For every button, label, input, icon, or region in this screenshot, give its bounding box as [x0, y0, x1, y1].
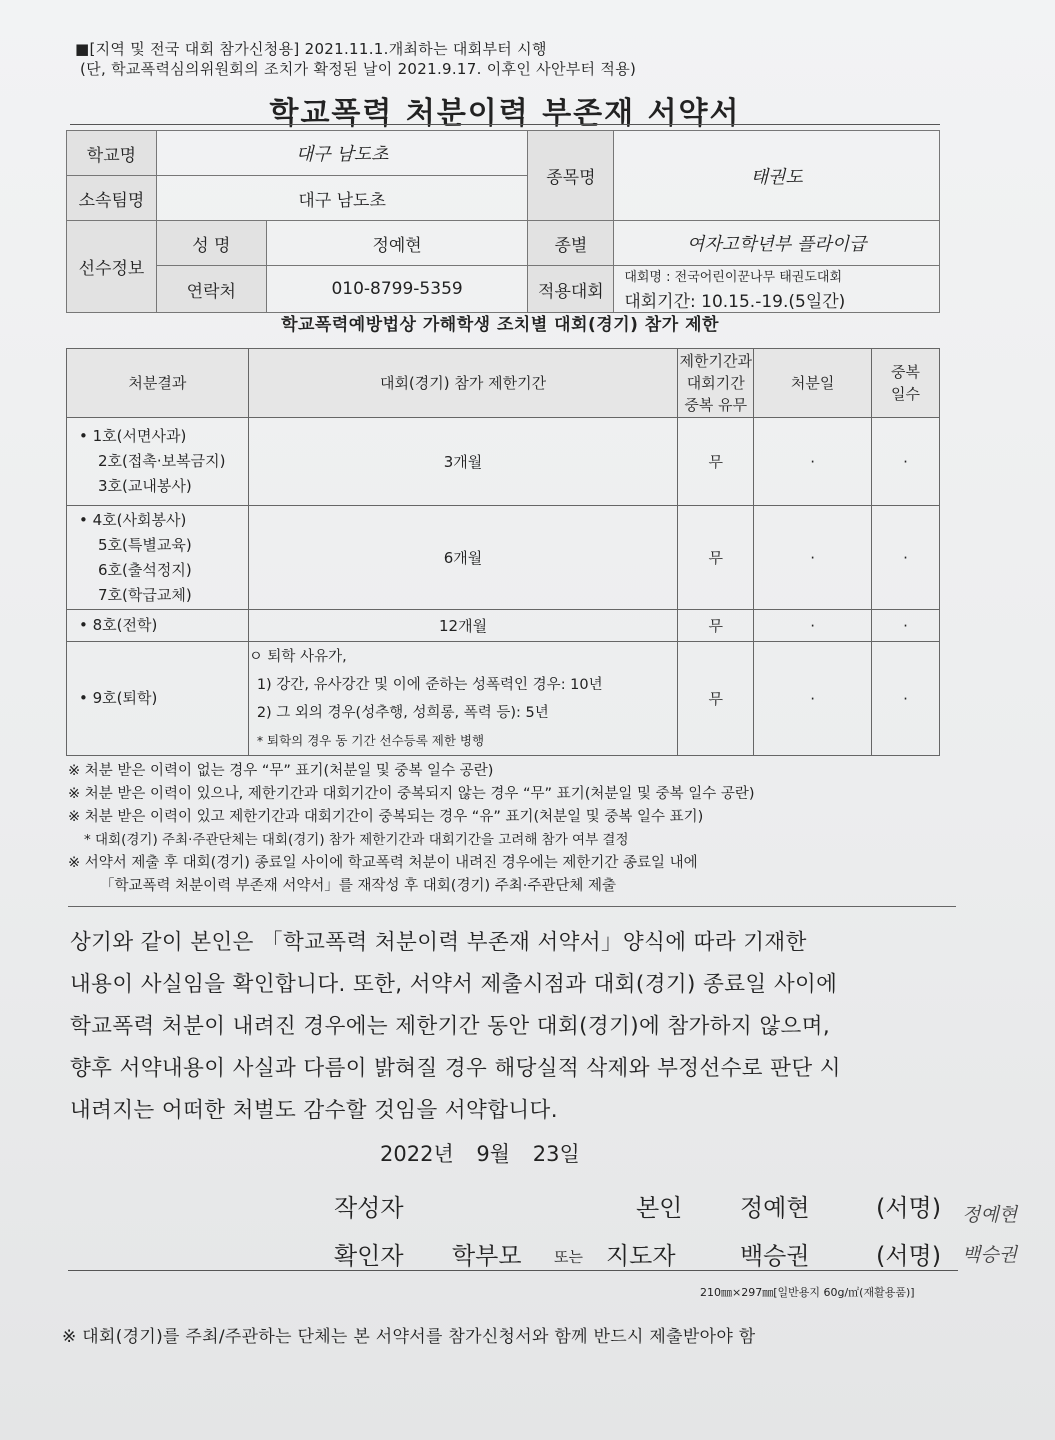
table-row	[67, 418, 940, 506]
confirmer-sign-label: (서명)	[876, 1242, 942, 1270]
school-label: 학교명	[67, 131, 157, 176]
result-cell: • 4호(사회봉사) 5호(특별교육) 6호(출석정지) 7호(학급교체)	[67, 506, 249, 610]
restriction-subtitle: 학교폭력예방법상 가해학생 조치별 대회(경기) 참가 제한	[281, 315, 719, 335]
category-value: 여자고학년부 플라이급	[614, 221, 940, 266]
name-label: 성 명	[156, 221, 266, 266]
confirmer-label: 확인자	[334, 1242, 404, 1270]
confirmer-name: 백승권	[740, 1242, 810, 1270]
period-cell: 12개월	[248, 610, 677, 642]
writer-signature: 정예현	[962, 1204, 1018, 1226]
team-value: 대구 남도초	[156, 176, 528, 221]
signature-divider	[68, 1270, 958, 1271]
date-cell: ·	[754, 642, 872, 756]
overlap-cell: 무	[678, 506, 754, 610]
days-cell: ·	[872, 610, 940, 642]
header-line-2: (단, 학교폭력심의위원회의 조치가 확정된 날이 2021.9.17. 이후인 사안부터 적용)	[80, 60, 637, 78]
overlap-cell: 무	[678, 610, 754, 642]
competition-label: 적용대회	[528, 266, 614, 313]
coach-label: 지도자	[606, 1242, 676, 1270]
team-label: 소속팀명	[67, 176, 157, 221]
header-line-1: ■[지역 및 전국 대회 참가신청용] 2021.11.1.개최하는 대회부터 시행	[75, 40, 547, 58]
col-days: 중복 일수	[872, 349, 940, 418]
note-line: 「학교폭력 처분이력 부존재 서약서」를 재작성 후 대회(경기) 주최·주관단체 제출	[100, 878, 617, 894]
table-row	[67, 506, 940, 610]
phone-label: 연락처	[156, 266, 266, 313]
self-label: 본인	[636, 1194, 683, 1222]
date-cell: ·	[754, 418, 872, 506]
overlap-cell: 무	[678, 642, 754, 756]
event-value: 태권도	[614, 131, 940, 221]
notes-section	[68, 760, 968, 898]
competition-name: 대회명 : 전국어린이꾼나무 태권도대회	[624, 270, 843, 285]
player-info-label: 선수정보	[67, 221, 157, 313]
days-cell: ·	[872, 418, 940, 506]
event-label: 종목명	[528, 131, 614, 221]
competition-cell	[614, 266, 940, 313]
overlap-cell: 무	[678, 418, 754, 506]
note-line: ※ 처분 받은 이력이 있으나, 제한기간과 대회기간이 중복되지 않는 경우 “무” 표기(처분일 및 중복 일수 공란)	[68, 786, 755, 802]
result-cell: • 8호(전학)	[67, 610, 249, 642]
info-table	[66, 130, 940, 313]
school-value: 대구 남도초	[156, 131, 528, 176]
writer-sign-label: (서명)	[876, 1194, 942, 1222]
pledge-line: 학교폭력 처분이 내려진 경우에는 제한기간 동안 대회(경기)에 참가하지 않으며,	[70, 1014, 831, 1039]
pledge-date: 2022년 9월 23일	[380, 1142, 580, 1166]
note-line: * 대회(경기) 주최·주관단체는 대회(경기) 참가 제한기간과 대회기간을 고려해 참가 여부 결정	[84, 832, 629, 848]
date-cell: ·	[754, 610, 872, 642]
col-overlap: 제한기간과 대회기간 중복 유무	[678, 349, 754, 418]
or-label: 또는	[554, 1248, 583, 1266]
writer-label: 작성자	[334, 1194, 404, 1222]
category-label: 종별	[528, 221, 614, 266]
table-row	[67, 610, 940, 642]
col-period: 대회(경기) 참가 제한기간	[248, 349, 677, 418]
notes-divider	[68, 906, 956, 907]
paper-spec: 210㎜×297㎜[일반용지 60g/㎡(재활용품)]	[700, 1286, 915, 1299]
result-cell: • 1호(서면사과) 2호(접촉·보복금지) 3호(교내봉사)	[67, 418, 249, 506]
col-date: 처분일	[754, 349, 872, 418]
days-cell: ·	[872, 642, 940, 756]
period-cell: 6개월	[248, 506, 677, 610]
result-cell: • 9호(퇴학)	[67, 642, 249, 756]
col-result: 처분결과	[67, 349, 249, 418]
competition-period: 대회기간: 10.15.-19.(5일간)	[624, 292, 846, 312]
pledge-line: 내려지는 어떠한 처벌도 감수할 것임을 서약합니다.	[70, 1098, 558, 1123]
pledge-line: 향후 서약내용이 사실과 다름이 밝혀질 경우 해당실적 삭제와 부정선수로 판단 시	[70, 1056, 841, 1081]
name-value: 정예현	[266, 221, 528, 266]
note-line: ※ 서약서 제출 후 대회(경기) 종료일 사이에 학교폭력 처분이 내려진 경우에는 제한기간 종료일 내에	[68, 855, 698, 871]
days-cell: ·	[872, 506, 940, 610]
parent-label: 학부모	[452, 1242, 522, 1270]
period-cell: 3개월	[248, 418, 677, 506]
phone-value: 010-8799-5359	[266, 266, 528, 313]
note-line: ※ 처분 받은 이력이 없는 경우 “무” 표기(처분일 및 중복 일수 공란)	[68, 763, 494, 779]
pledge-line: 상기와 같이 본인은 「학교폭력 처분이력 부존재 서약서」양식에 따라 기재한	[70, 930, 807, 955]
date-cell: ·	[754, 506, 872, 610]
writer-name: 정예현	[740, 1194, 810, 1222]
table-row	[67, 642, 940, 756]
title-divider	[70, 124, 940, 125]
period-cell-expulsion: ㅇ 퇴학 사유가, 1) 강간, 유사강간 및 이에 준하는 성폭력인 경우: 10년 2) 그 외의 경우(성추행, 성희롱, 폭력 등): 5년 * 퇴학의 경우 동 기간 선수등록 제한 병행	[248, 642, 677, 756]
document-title: 학교폭력 처분이력 부존재 서약서	[269, 96, 741, 131]
restriction-table	[66, 348, 940, 756]
footnote: ※ 대회(경기)를 주최/주관하는 단체는 본 서약서를 참가신청서와 함께 반드시 제출받아야 함	[62, 1327, 756, 1347]
pledge-text	[70, 922, 950, 1132]
confirmer-signature: 백승권	[962, 1244, 1018, 1266]
note-line: ※ 처분 받은 이력이 있고 제한기간과 대회기간이 중복되는 경우 “유” 표기(처분일 및 중복 일수 표기)	[68, 809, 704, 825]
pledge-line: 내용이 사실임을 확인합니다. 또한, 서약서 제출시점과 대회(경기) 종료일 사이에	[70, 972, 838, 997]
